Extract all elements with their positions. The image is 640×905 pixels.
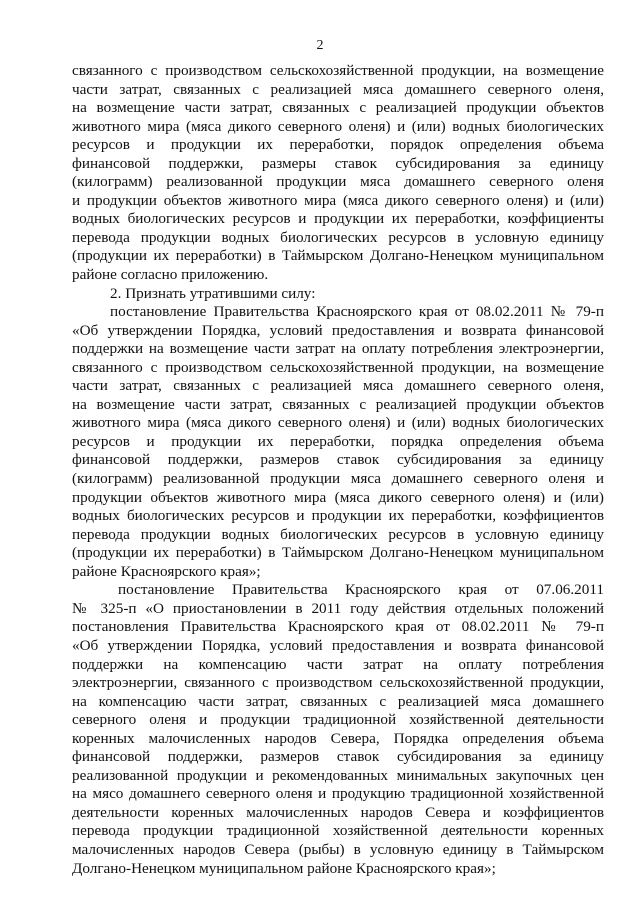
text-line: реализованной продукции и рекомендованных минимальных закупочных цен (72, 766, 604, 784)
text-line: связанного с производством сельскохозяйственной продукции, на возмещение (72, 358, 604, 376)
text-line: «Об утверждении Порядка, условий предоставления и возврата финансовой (72, 321, 604, 339)
text-line: деятельности коренных малочисленных народов Севера и коэффициентов (72, 803, 604, 821)
text-line: на возмещение части затрат, связанных с реализацией продукции объектов (72, 395, 604, 413)
text-line: постановления Правительства Красноярского края от 08.02.2011 № 79-п (72, 618, 604, 636)
text-line: постановление Правительства Красноярского края от 08.02.2011 № 79-п (110, 303, 604, 321)
text-line: «Об утверждении Порядка, условий предоставления и возврата финансовой (72, 636, 604, 654)
text-line: на мясо домашнего северного оленя и продукцию традиционной хозяйственной (72, 785, 604, 803)
text-line: малочисленных народов Севера (рыбы) в условную единицу в Таймырском (72, 840, 604, 858)
text-line: ресурсов и продукции их переработки, порядка определения объема (72, 432, 604, 450)
text-line: (килограмм) реализованной продукции мяса домашнего северного оленя и (72, 470, 604, 488)
text-line: № 325-п «О приостановлении в 2011 году действия отдельных положений (72, 599, 604, 617)
text-line: (килограмм) реализованной продукции мяса домашнего северного оленя (72, 173, 604, 191)
text-line: финансовой поддержки, размеров ставок субсидирования за единицу (72, 748, 604, 766)
text-line: на компенсацию части затрат, связанных с реализацией мяса домашнего (72, 692, 604, 710)
text-line: связанного с производством сельскохозяйственной продукции, на возмещение (72, 62, 604, 79)
text-line: и продукции объектов животного мира (мяса дикого северного оленя) и (или) (72, 191, 604, 209)
text-line: финансовой поддержки, размеры ставок субсидирования за единицу (72, 154, 604, 172)
text-line: (продукции их переработки) в Таймырском Долгано-Ненецком муниципальном (72, 544, 604, 562)
text-line: ресурсов и продукции их переработки, порядок определения объема (72, 136, 604, 154)
text-line: районе согласно приложению. (72, 266, 269, 284)
text-line: постановление Правительства Красноярского края от 07.06.2011 (118, 581, 604, 599)
text-line: поддержки на возмещение части затрат на оплату потребления электроэнергии, (72, 340, 604, 358)
text-line: водных биологических ресурсов и продукции их переработки, коэффициентов (72, 507, 604, 525)
page-number: 2 (316, 38, 324, 53)
text-line: животного мира (мяса дикого северного оленя) и (или) водных биологических (72, 414, 604, 432)
text-line: части затрат, связанных с реализацией мяса домашнего северного оленя, (72, 377, 604, 395)
text-line: электроэнергии, связанного с производством сельскохозяйственной продукции, (72, 674, 604, 692)
text-line: перевода продукции водных биологических ресурсов в условную единицу (72, 525, 604, 543)
text-line: северного оленя и продукции традиционной хозяйственной деятельности (72, 711, 604, 729)
text-line: животного мира (мяса дикого северного оленя) и (или) водных биологических (72, 117, 604, 135)
text-line: 2. Признать утратившими силу: (110, 284, 316, 302)
text-line: продукции объектов животного мира (мяса дикого северного оленя) и (или) (72, 488, 604, 506)
text-line: районе Красноярского края»; (72, 562, 261, 580)
body-text (72, 62, 604, 878)
text-line: части затрат, связанных с реализацией мяса домашнего северного оленя, (72, 80, 604, 98)
text-line: финансовой поддержки, размеров ставок субсидирования за единицу (72, 451, 604, 469)
text-line: коренных малочисленных народов Севера, Порядка определения объема (72, 729, 604, 747)
text-line: (продукции их переработки) в Таймырском Долгано-Ненецком муниципальном (72, 247, 604, 265)
text-line: Долгано-Ненецком муниципальном районе Красноярского края»; (72, 859, 496, 877)
text-line: перевода продукции водных биологических ресурсов в условную единицу (72, 228, 604, 246)
text-line: на возмещение части затрат, связанных с реализацией продукции объектов (72, 99, 604, 117)
text-line: поддержки на компенсацию части затрат на оплату потребления (72, 655, 604, 673)
text-line: перевода продукции традиционной хозяйственной деятельности коренных (72, 822, 604, 840)
text-line: водных биологических ресурсов и продукции их переработки, коэффициенты (72, 210, 604, 228)
